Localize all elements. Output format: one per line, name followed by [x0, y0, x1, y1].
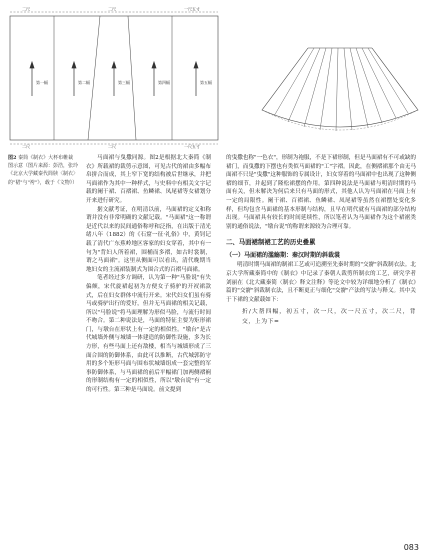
page-number: 083 — [403, 543, 419, 552]
figure-number: 图2 — [8, 155, 17, 161]
diagram-right-assembled-skirt — [258, 40, 422, 148]
paragraph: 据文献考证，在明清以前，马面裙的定义和称谓并没有非常明确的文献记载。"马面裙"这一称谓是近代以来的民间通俗称呼和泛指，在出版于清光绪八年（1882）的《石窟一征·礼俗》中，黄钊记载了清代广东蕉岭地区客家的妇女穿着，其中有一句为"背妇人所着裙，围桶而多褶，如古时裳制，谓之马面裙"。这里从侧面可以看出，清代晚期当地妇女的主流裙装制式为围合式的百褶马面裙。 — [86, 206, 211, 273]
panel-label: 第五幅 — [200, 80, 212, 85]
diagram-left-panels — [8, 6, 222, 149]
dim-label-bottom-middle: 二尺 — [108, 144, 116, 149]
paragraph: 的曳撒也称"一色衣"，形制为袍服，不是下裙形制，但是马面裙有不可或缺的裙门，而曳撒的下摆也有类似马面裙的"工"字褶。因此，在侧褶裙那个由无马面裙不只是"曳撒"这种服饰的专属设计，妇女穿着的马面裙中也出现了这种侧褶的细节，并起到了隆松裙摆的作用。第四种说法是马面裙与明清时期的马面有关，但未解决为何后来只有马面的形式，其他人认为马面裙在马面上有一定的局限性。阑干裙、百褶裙、鱼鳞裙、凤尾裙等虽然在裙摆处变化多样，但均包含马面裙的基本形制与结构，且早在明代就有马面裙的部分结构出现。马面裙具有较长的时间延续性，所以笔者认为马面裙作为这个裙裾类别的通俗说法，"墩台说"的称谓来源较为合理可靠。 — [226, 155, 416, 230]
paragraph: 马面裙与曳撒同源。图2是根据北大秦简《制衣》所载裙的裁剪示意图，可见古代的裙由多幅布帛拼合而成，其上窄下宽的结构被后世继承，并把马面裙作为其中一种样式，与史料中有相关文字记载的阑干裙、百褶裙、鱼鳞裙、凤尾裙等女裙划分开来进行研究。 — [86, 155, 211, 204]
diagram-right-svg — [258, 40, 422, 148]
figure-caption-text: 秦简《制衣》大杯布帷裁图示意（图片来源：彭浩，张玲《北京大学藏秦代简牍〈制衣〉的"裙"与"袴"》，载于《文物》） — [8, 155, 79, 186]
panel-label: 第四幅 — [158, 80, 170, 85]
panel-label: 第二幅 — [78, 80, 90, 85]
panel-divider-3 — [128, 16, 136, 140]
skirt-seams — [274, 48, 408, 131]
body-column-2 — [226, 154, 416, 327]
panel-divider-2 — [88, 16, 100, 140]
dim-label-top-left: 二尺 — [22, 6, 30, 12]
figure-cutting-diagrams — [8, 6, 422, 149]
diagram-left-svg — [8, 6, 222, 149]
panel-arrows — [30, 62, 198, 96]
paragraph: 明清时期马面裙的制裙工艺或可追溯至先秦时期的"交窬"斜裁制衣法。北京大学所藏秦简中的《制衣》中记录了秦朝人裁剪所制衣的工艺，研究学者刘丽在《北大藏秦简〈制衣〉释文注释》等论文中较为详细地分析了《制衣》篇的"交窬"斜裁制衣法，且不断更正与细化"交窬"产法的写法与释义。其中关于下裙的文献载如下： — [226, 262, 416, 303]
section-heading: 二、马面裙制裙工艺的历史叠累 — [226, 238, 316, 247]
dim-label-bottom-left: 二尺 — [22, 144, 30, 149]
paragraph: 笔者经过多方调研，认为第一种"马脸说"有失偏颇，宋代旋裙起初为方便女子骑驴的开衩裙款式，后在妇女群体中流行开来。宋代妇女们虽有骑马或骑驴出行的爱好，但并无马面裙的相关记载，所以"马脸说"将马面理解为形似马脸，与流行时间不吻合。第二种说法是，马面的特征主要为矩形裙门，与墩台在形状上有一定的相似性。"墩台"是古代城墙外侧与城墙一体建造的防御性设施，多为长方形，有些马面上还有敌楼，相当与城墙形成了三面合围的防御体系，由此可以推断，古代城郭防守用的多个矩形马面与围布状城墙组成一套完整的军事防御体系，与马面裙的前后平幅裙门加两侧褶裥的形制结构有一定的相似性，所以"墩台说"有一定的可行性。第三种是马面说。前文提到 — [86, 275, 211, 394]
body-column-1 — [86, 154, 211, 395]
quoted-source-text: 折/大帮四幅，初五寸，次一尺，次一尺五寸，次二尺，背交，上为下= — [242, 309, 416, 326]
dim-label-top-right: 一尺五寸 — [184, 6, 200, 12]
dim-label-bottom-right: 一尺五寸 — [184, 144, 200, 149]
subsection-heading: （一）马面裙的滥觞期：秦汉时期的斜裁裳 — [226, 252, 341, 260]
panel-label: 第三幅 — [118, 80, 130, 85]
dim-label-top-middle: 二尺 — [108, 6, 116, 12]
figure-caption — [8, 154, 78, 187]
panel-label: 第一幅 — [36, 80, 48, 85]
